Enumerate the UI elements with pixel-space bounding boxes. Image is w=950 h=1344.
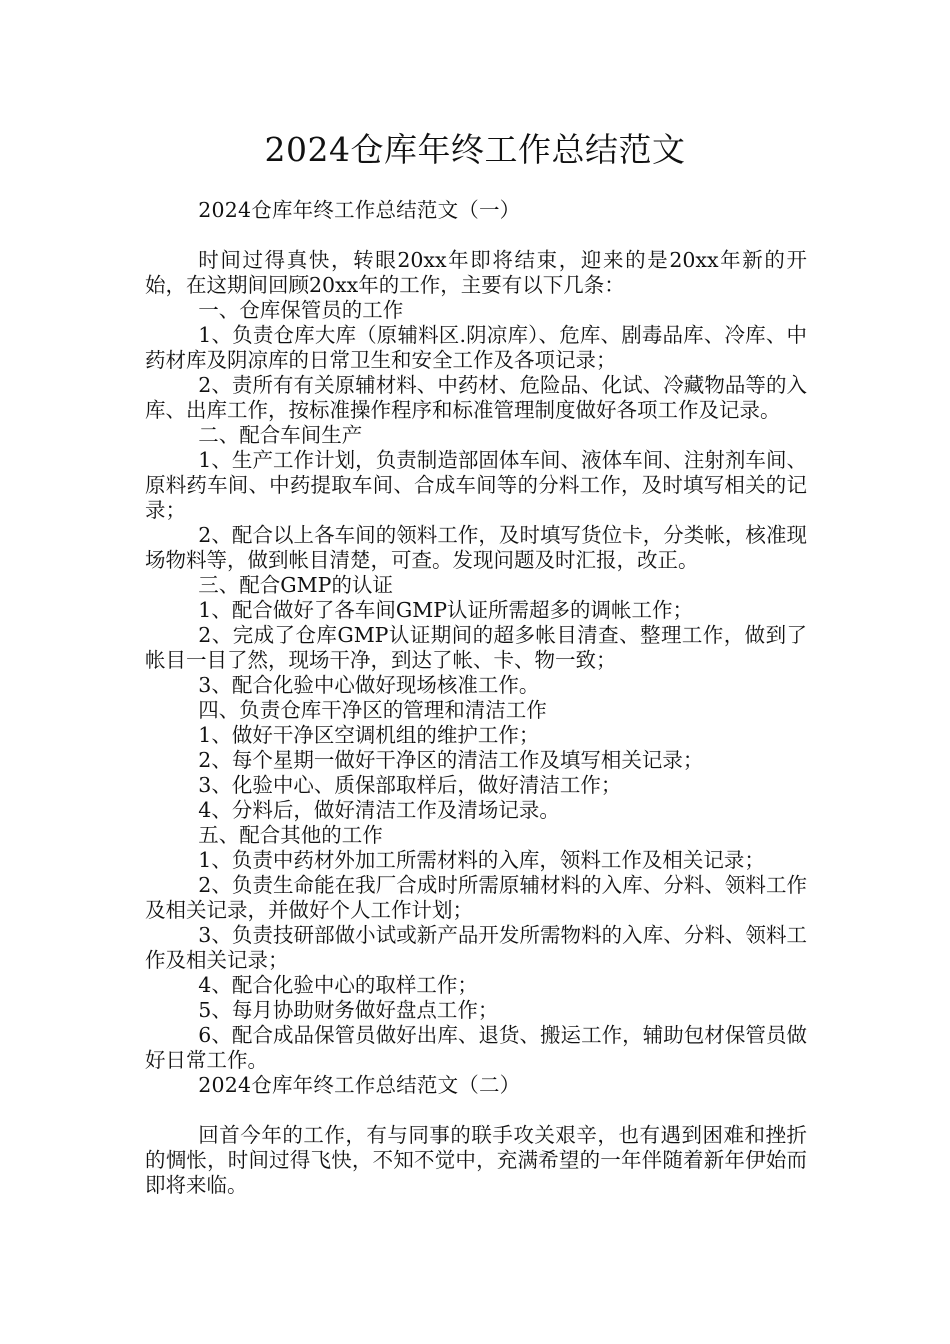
subsection-heading: 五、配合其他的工作 <box>198 823 383 847</box>
list-item: 1、负责中药材外加工所需材料的入库，领料工作及相关记录； <box>198 848 765 872</box>
section-heading-one: 2024仓库年终工作总结范文（一） <box>198 198 521 222</box>
section-heading-two: 2024仓库年终工作总结范文（二） <box>198 1073 521 1097</box>
list-item: 1、做好干净区空调机组的维护工作； <box>198 723 540 747</box>
paragraph-gap <box>145 1098 807 1123</box>
intro-paragraph: 时间过得真快，转眼20xx年即将结束，迎来的是20xx年新的开始，在这期间回顾20xx年的工作，主要有以下几条： <box>145 248 807 297</box>
subsection-heading: 三、配合GMP的认证 <box>198 573 393 597</box>
list-item: 2、配合以上各车间的领料工作，及时填写货位卡，分类帐，核准现场物料等，做到帐目清楚，可查。发现问题及时汇报，改正。 <box>145 523 807 572</box>
closing-paragraph: 回首今年的工作，有与同事的联手攻关艰辛，也有遇到困难和挫折的惆怅，时间过得飞快，不知不觉中，充满希望的一年伴随着新年伊始而即将来临。 <box>145 1123 807 1197</box>
document-body <box>145 198 807 1198</box>
list-item: 1、生产工作计划，负责制造部固体车间、液体车间、注射剂车间、原料药车间、中药提取车间、合成车间等的分料工作，及时填写相关的记录； <box>145 448 807 522</box>
list-item: 4、配合化验中心的取样工作； <box>198 973 478 997</box>
list-item: 3、负责技研部做小试或新产品开发所需物料的入库、分料、领料工作及相关记录； <box>145 923 807 972</box>
list-item: 3、配合化验中心做好现场核准工作。 <box>198 673 540 697</box>
list-item: 2、完成了仓库GMP认证期间的超多帐目清查、整理工作，做到了帐目一目了然，现场干净，到达了帐、卡、物一致； <box>145 623 807 672</box>
list-item: 2、责所有有关原辅材料、中药材、危险品、化试、冷藏物品等的入库、出库工作，按标准操作程序和标准管理制度做好各项工作及记录。 <box>145 373 807 422</box>
list-item: 1、配合做好了各车间GMP认证所需超多的调帐工作； <box>198 598 693 622</box>
subsection-heading: 一、仓库保管员的工作 <box>198 298 404 322</box>
subsection-heading: 四、负责仓库干净区的管理和清洁工作 <box>198 698 547 722</box>
paragraph-gap <box>145 223 807 248</box>
list-item: 6、配合成品保管员做好出库、退货、搬运工作，辅助包材保管员做好日常工作。 <box>145 1023 807 1072</box>
document-title: 2024仓库年终工作总结范文 <box>264 130 686 169</box>
list-item: 5、每月协助财务做好盘点工作； <box>198 998 499 1022</box>
subsection-heading: 二、配合车间生产 <box>198 423 363 447</box>
list-item: 2、每个星期一做好干净区的清洁工作及填写相关记录； <box>198 748 704 772</box>
list-item: 4、分料后，做好清洁工作及清场记录。 <box>198 798 560 822</box>
list-item: 3、化验中心、质保部取样后，做好清洁工作； <box>198 773 622 797</box>
list-item: 1、负责仓库大库（原辅料区.阴凉库）、危库、剧毒品库、冷库、中药材库及阴凉库的日常卫生和安全工作及各项记录； <box>145 323 807 372</box>
list-item: 2、负责生命能在我厂合成时所需原辅材料的入库、分料、领料工作及相关记录，并做好个人工作计划； <box>145 873 807 922</box>
